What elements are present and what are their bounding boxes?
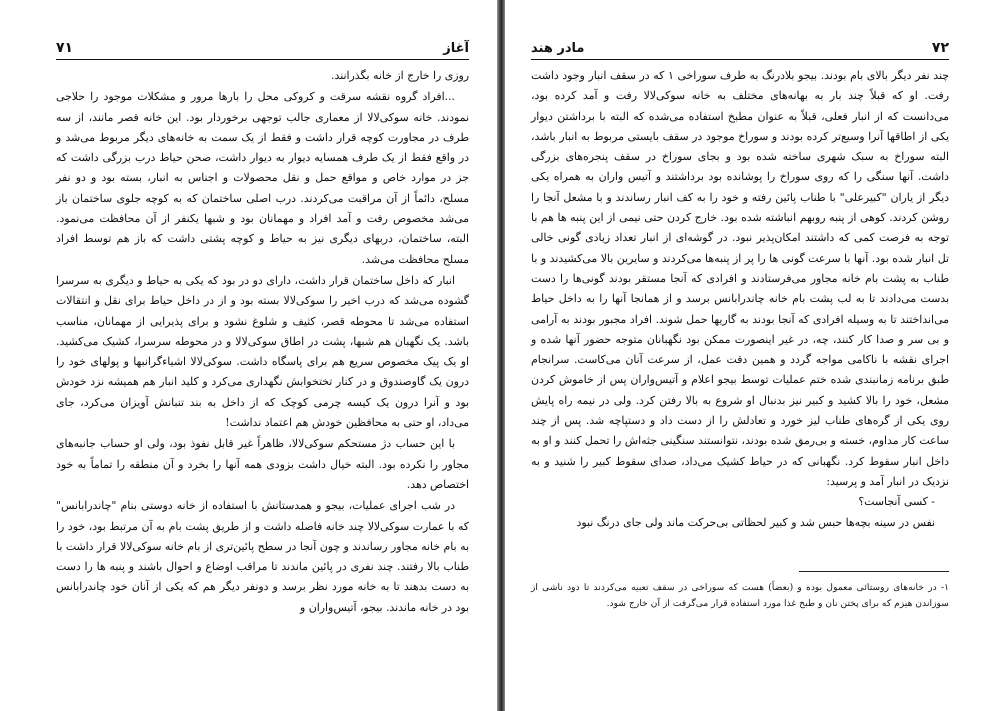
- paragraph: در شب اجرای عملیات، بیجو و همدستانش با استفاده از خانه دوستی بنام "چاندرابانس" که با عمارت سوکی‌لالا چند خانه فاصله داشت و از طریق پشت بام به آن مرتبط بود، خود را به بام خانه مجاور رساندند و چون آنجا در سطح پائین‌تری از بام خانه سوکی‌لالا قرار داشت با طناب بالا رفتند. چند نفری در پائین ماندند تا مراقب اوضاع و احوال باشند و پنبه ها را دست به دست بدهند تا به خانه مورد نظر برسد و دونفر دیگر هم که یکی از آنان خود چاندرابانس بود در خانه ماندند. بیجو، آتیس‌واران و: [56, 499, 469, 614]
- footnote: ۱- در خانه‌های روستائی معمول بوده و (بعضاً) هست که سوراخی در سقف تعبیه می‌کردند تا دود ناشی از سوزاندن هیزم که برای پختن نان و طبخ غذا مورد استفاده قرار می‌گرفت از آن خارج شود.: [531, 581, 949, 609]
- right-page-header: [531, 40, 949, 60]
- right-page-number: ۷۲: [931, 40, 949, 56]
- left-page-title: آغاز: [443, 41, 469, 56]
- paragraph: چند نفر دیگر بالای بام بودند. بیجو بلادرنگ به طرف سوراخی ۱ که در سقف انبار وجود داشت رفت. او که قبلاً چند بار به بهانه‌های مختلف به خانه سوکی‌لالا رفت و آمد کرده بود، می‌دانست که از انبار فعلی، قبلاً به عنوان مطبخ استفاده می‌شده که البته با برداشتن دیوار یکی از اطاقها آنرا وسیع‌تر کرده بودند و سوراخ موجود در سقف بایستی مربوط به انبار باشد، البته سوراخ به سبک شهری ساخته شده بود و بجای سوراخ در سقف پنجره‌های بزرگی داشت. آنها سنگی را که روی سوراخ را پوشانده بود برداشتند و آتیس واران به همراه یکی دیگر از یاران "کبیرعلی" با طناب پائین رفته و خود را به کف انبار رساندند و با مشعل آنجا را روشن کردند. کوهی از پنبه روبهم انباشته شده بود. خارج کردن حتی نیمی از این پنبه ها هم با توجه به فرصت کمی که داشتند امکان‌پذیر نبود. در گوشه‌ای از انبار تعداد زیادی گونی خالی تل انبار شده بود. آنها با سرعت گونی ها را پر از پنبه‌ها می‌کردند و سایرین بالا می‌کشیدند و با طناب به پشت بام خانه مجاور می‌فرستادند و افرادی که آنجا مستقر بودند گونی‌ها را دست بدست می‌دادند تا به لب پشت بام خانه چاندرابانس برسد و از همانجا آنها را به داخل حیاط می‌انداختند تا به وسیله افرادی که آنجا بودند به گاریها حمل شوند. افراد مجبور بودند به آرامی و بی سر و صدا کار کنند، چه، در غیر اینصورت ممکن بود نگهبانان متوجه حضور آنها شده و اجرای نقشه با ناکامی مواجه گردد و همین دقت عمل، از سرعت آنان می‌کاست. سرانجام طبق برنامه زمانبندی شده ختم عملیات توسط بیجو اعلام و آتیس‌واران پس از خاموش کردن مشعل، خود را بالا کشید و کبیر نیز بدنبال او شروع به بالا رفتن کرد. ولی در نیمه راه پایش روی یکی از گره‌های طناب لیز خورد و تعادلش را از دست داد و دستپاچه شد. پس از چند ساعت کار مداوم، خسته و بی‌رمق شده بودند، نتوانستند سنگینی جثه‌اش را تحمل کنند و او به داخل انبار سقوط کرد. نگهبانی که در حیاط کشیک می‌داد، صدای سقوط کبیر را شنید و به نزدیک در انبار آمد و پرسید:: [531, 69, 949, 488]
- right-page-title: مادر هند: [531, 41, 585, 56]
- right-page: [505, 0, 1001, 711]
- left-page-header: [56, 40, 469, 60]
- paragraph: با این حساب دژ مستحکم سوکی‌لالا، ظاهراً غیر قابل نفوذ بود، ولی او حساب جانبه‌های مجاور را نکرده بود. البته خیال داشت بزودی همه آنها را بخرد و آن منطقه را تماماً به خود اختصاص دهد.: [56, 437, 469, 491]
- book-gutter: [497, 0, 505, 711]
- left-page-number: ۷۱: [56, 40, 74, 56]
- paragraph: نفس در سینه بچه‌ها حبس شد و کبیر لحظاتی بی‌حرکت ماند ولی جای درنگ نبود: [576, 515, 935, 529]
- dialogue-line: - کسی آنجاست؟: [858, 495, 935, 509]
- left-page: [0, 0, 497, 711]
- paragraph: روزی را خارج از خانه بگذرانند.: [331, 69, 469, 82]
- footnote-divider: [799, 571, 949, 572]
- paragraph: انبار که داخل ساختمان قرار داشت، دارای دو در بود که یکی به حیاط و دیگری به سرسرا گشوده می‌شد که درب اخیر را سوکی‌لالا بسته بود و از در داخل حیاط برای نقل و انتقالات استفاده می‌شد تا محوطه قصر، کثیف و شلوغ نشود و برای پذیرایی از مهمانان، مناسب باشد. یک نگهبان هم شبها، پشت در اطاق سوکی‌لالا و در محوطه سرسرا، کشیک می‌کشید. او یک پیک مخصوص سریع هم برای پاسگاه داشت. سوکی‌لالا اشیاءگرانبها و پولهای خود را درون یک گاوصندوق و در کنار تختخوابش نگهداری می‌کرد و کلید انبار هم همیشه نزد خودش بود و آنرا درون یک کیسه چرمی کوچک که از داخل به بند تنبانش آویزان می‌کرد، جای می‌داد، او حتی به محافظین خودش هم اعتماد نداشت!: [56, 273, 469, 430]
- paragraph: ...افراد گروه نقشه سرقت و کروکی محل را بارها مرور و مشکلات موجود را حلاجی نمودند. خانه سوکی‌لالا از معماری جالب توجهی برخوردار بود. این خانه قصر مانند، از سه طرف در مجاورت کوچه قرار داشت و فقط از یک سمت به خانه‌های دیگر مربوط می‌شد و در واقع فقط از یک طرف همسایه دیوار به دیوار داشت، صحن حیاط درب بزرگی داشت که جز در موارد خاص و مواقع حمل و نقل محصولات و اجناس به انبار، بسته بود و دو نفر مسلح، دائماً از آن مراقبت می‌کردند. درب اصلی ساختمان که به کوچه جلوی ساختمان باز می‌شد مخصوص رفت و آمد افراد و مهمانان بود و شبها یکنفر از آن محافظت می‌نمود. البته، ساختمان، دربهای دیگری نیز به حیاط و کوچه پشتی داشت که باز هم توسط افراد مسلح محافظت می‌شد.: [56, 90, 469, 266]
